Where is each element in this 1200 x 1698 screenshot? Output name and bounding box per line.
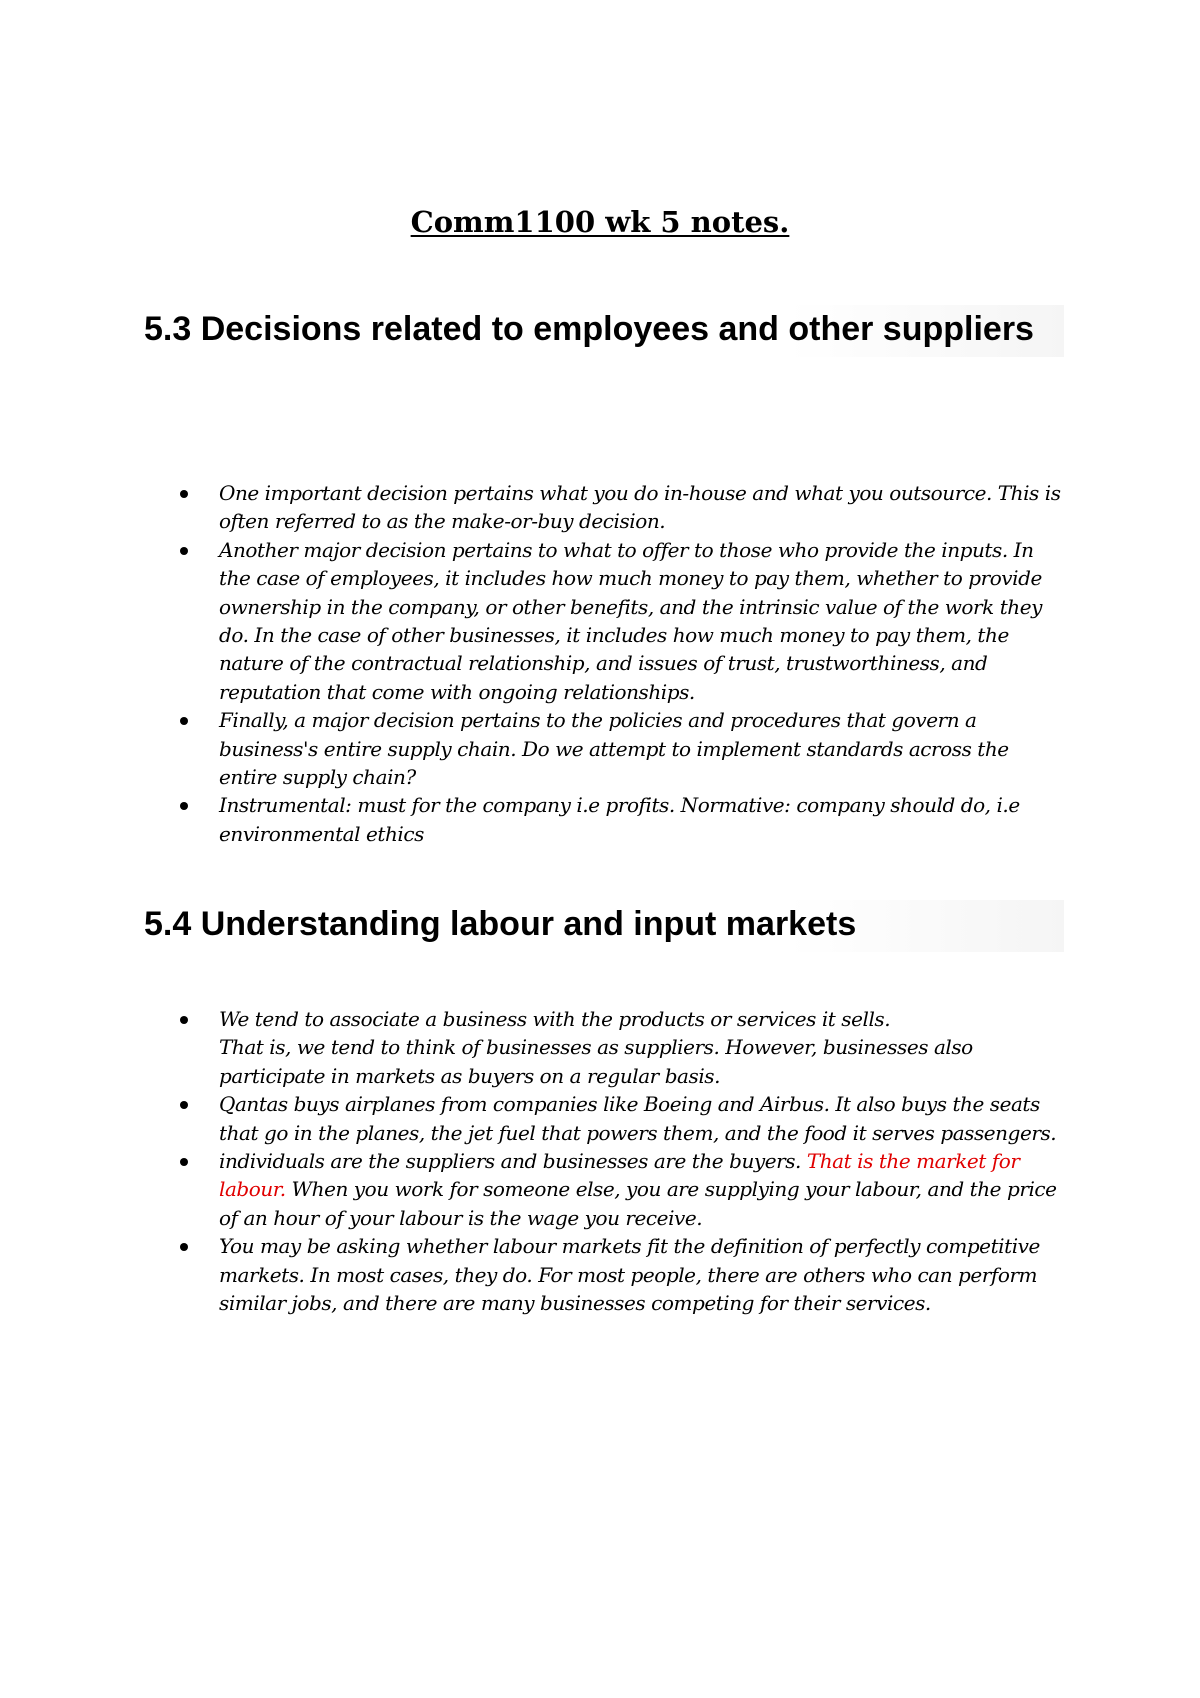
bullet-icon — [180, 1243, 188, 1251]
bullet-text: Instrumental: must for the company i.e profits. Normative: company should do, i.e environmental ethics — [219, 793, 1020, 846]
list-item — [144, 1232, 1069, 1317]
document-title: Comm1100 wk 5 notes. — [410, 205, 790, 239]
bullet-text: Finally, a major decision pertains to the policies and procedures that govern a business's entire supply chain. Do we attempt to implement standards across the entire supply chain? — [219, 708, 1009, 790]
bullet-icon — [180, 802, 188, 810]
bullet-icon — [180, 1016, 188, 1024]
list-item — [144, 536, 1069, 706]
bullet-text: One important decision pertains what you do in-house and what you outsource. This is often referred to as the make-or-buy decision. — [219, 481, 1061, 534]
bullet-icon — [180, 717, 188, 725]
bullet-text-continued: When you work for someone else, you are supplying your labour, and the price of an hour of your labour is the wage you receive. — [219, 1177, 1057, 1230]
bullet-text: individuals are the suppliers and businesses are the buyers. — [219, 1149, 807, 1174]
bullet-list-5-3 — [144, 479, 1069, 848]
bullet-text-line-1: We tend to associate a business with the products or services it sells. — [219, 1007, 891, 1031]
bullet-text: You may be asking whether labour markets fit the definition of perfectly competitive markets. In most cases, they do. For most people, there are others who can perform similar jobs, and there are many businesses competing for their services. — [219, 1234, 1040, 1316]
list-item — [144, 791, 1069, 848]
list-item — [144, 1147, 1069, 1232]
bullet-icon — [180, 1158, 188, 1166]
section-heading-5-3: 5.3 Decisions related to employees and other suppliers — [144, 305, 1064, 357]
list-item — [144, 1005, 1069, 1090]
bullet-list-5-4 — [144, 1005, 1069, 1317]
bullet-icon — [180, 490, 188, 498]
bullet-text: Another major decision pertains to what to offer to those who provide the inputs. In the case of employees, it includes how much money to pay them, whether to provide ownership in the company, or other benefits, and the intrinsic value of the work they do. In the case of other businesses, it includes how much money to pay them, the nature of the contractual relationship, and issues of trust, trustworthiness, and reputation that come with ongoing relationships. — [219, 537, 1042, 704]
list-item — [144, 706, 1069, 791]
section-heading-5-4: 5.4 Understanding labour and input markets — [144, 900, 1064, 952]
highlighted-text: That is the market for labour. — [219, 1149, 1020, 1202]
bullet-text-line-2: That is, we tend to think of businesses as suppliers. However, businesses also participate in markets as buyers on a regular basis. — [219, 1035, 973, 1088]
list-item — [144, 1090, 1069, 1147]
bullet-icon — [180, 547, 188, 555]
list-item — [144, 479, 1069, 536]
bullet-icon — [180, 1101, 188, 1109]
bullet-text: Qantas buys airplanes from companies like Boeing and Airbus. It also buys the seats that go in the planes, the jet fuel that powers them, and the food it serves passengers. — [219, 1092, 1057, 1145]
